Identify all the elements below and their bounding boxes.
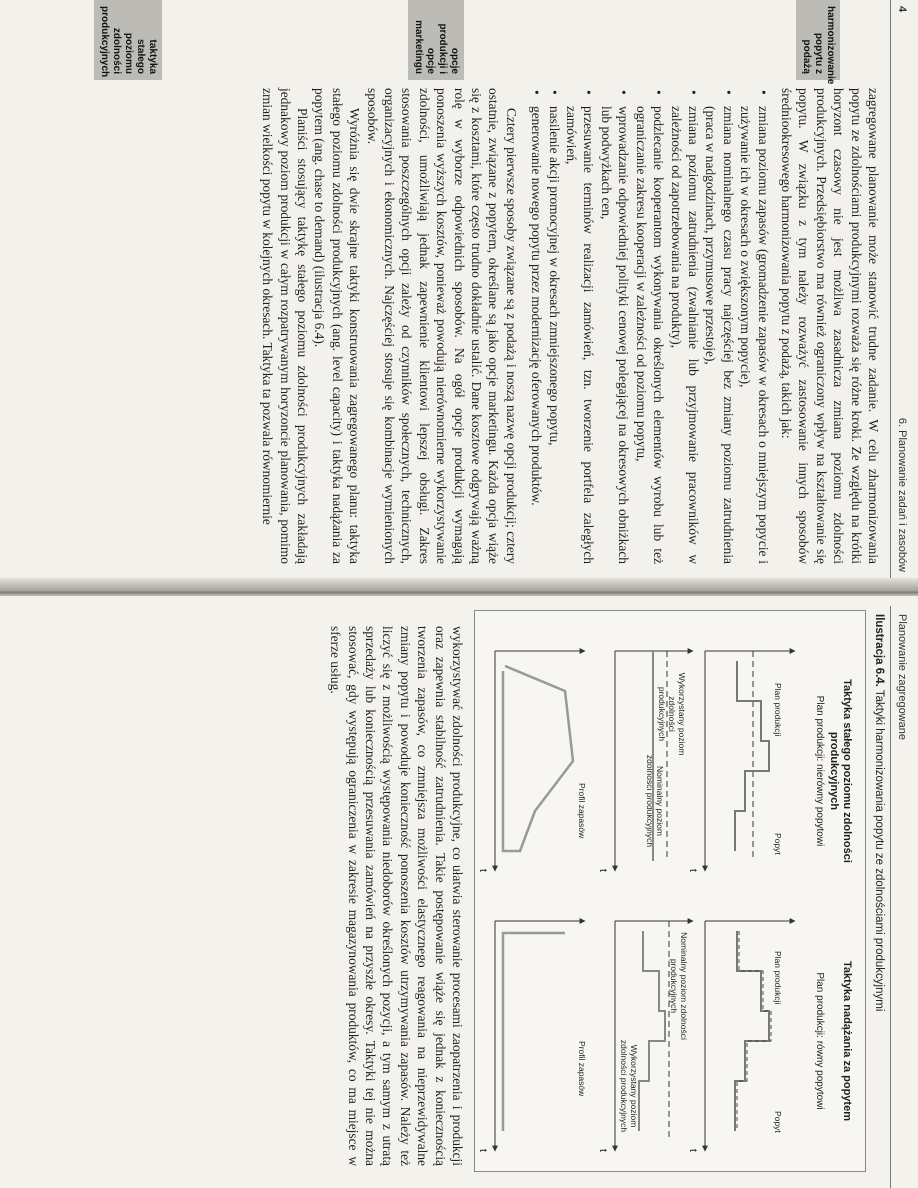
right-panel-title: Taktyka nadążania za popytem [841, 961, 853, 1121]
left-middle-chart [597, 651, 693, 872]
bullet-item: • nasilenie akcji promocyjnej w okresach zmniejszonego popytu, [545, 106, 562, 564]
tactics-paragraph: Wyróżnia się dwie skrajne taktyki konstruowania zagregowanego planu: taktyka stałego poziomu zdolności produkcyjnych (ang. level capacity) i taktyka nadążania za popytem (ang. chase to demand) (ilustracja 6.4). [312, 88, 363, 564]
margin-note-harmonizing: harmonizowanie popytu z podażą [796, 0, 840, 80]
left-text-block [259, 88, 882, 564]
right-label-demand: Popyt [773, 1111, 783, 1133]
left-panel-title: Taktyka stałego poziomu zdolności produkcyjnych [828, 679, 853, 863]
right-stock-axis-t: t [477, 1149, 488, 1152]
header-rule [890, 0, 891, 580]
bullet-item: • podzlecanie kooperantom wykonywania określonych elementów wyrobu lub też ograniczanie zakresu kooperacji w zależności od poziomu popytu, [632, 106, 667, 564]
left-panel-subtitle: Plan produkcji: nierówny popytowi [814, 695, 825, 847]
left-stock-chart [477, 651, 585, 872]
right-middle-axis-t: t [597, 1149, 608, 1152]
right-label-plan: Plan produkcji [773, 951, 783, 1005]
caption-text: Taktyki harmonizowania popytu ze zdolnościami produkcyjnymi [873, 689, 885, 1012]
right-stock-chart [477, 921, 585, 1152]
right-page [0, 596, 918, 1188]
bullet-item: • zmiana poziomu zatrudnienia (zwalnianie lub przyjmowanie pracowników w zależności od zapotrzebowania na produkty), [667, 106, 702, 564]
illustration-diagrams [475, 611, 865, 1171]
right-label-nominal: Nominalny poziom zdolności produkcyjnych [669, 932, 689, 1040]
left-running-head: 6. Planowanie zadań i zasobów [896, 417, 908, 572]
bullet-item: • wprowadzanie odpowiedniej polityki cenowej polegającej na okresowych obniżkach lub podwyżkach cen, [598, 106, 633, 564]
page-number: 4 [896, 6, 908, 13]
margin-note-level-capacity: taktyka stałego poziomu zdolności produkcyjnych [94, 0, 162, 80]
bullet-list [528, 88, 772, 564]
header-rule [890, 606, 891, 1188]
left-page [0, 0, 918, 588]
intro-paragraph: zagregowane planowanie może stanowić trudne zadanie. W celu zharmonizowania popytu ze zdolnościami produkcyjnymi rozważa się różne kroki. Ze względu na krótki horyzont czasowy nie jest możliwa zasadnicza zmiana poziomu zdolności produkcyjnych. Przedsiębiorstwo ma również ograniczony wpływ na kształtowanie się popytu. W związku z tym należy rozważyć zastosowanie innych sposobów średniookresowego harmonizowania popytu z podażą, takich jak: [778, 88, 881, 564]
right-label-used: Wykorzystany poziom zdolności produkcyjnych [619, 1039, 639, 1133]
left-top-axis-t: t [687, 869, 698, 872]
illustration-caption [873, 614, 885, 1011]
margin-note-options: opcje produkcji i opcje marketingu [408, 0, 464, 80]
right-label-stock: Profil zapasów [577, 1041, 587, 1097]
caption-label: Ilustracja 6.4. [873, 614, 885, 687]
left-stock-axis-t: t [477, 869, 488, 872]
illustration-box [474, 610, 866, 1172]
level-capacity-paragraph: Planiści stosujący taktykę stałego poziomu zdolności produkcyjnych zakładają jednakowy poziom produkcji w całym rozpatrywanym horyzoncie planowania, pomimo zmian wielkości popytu w kolejnych okresach. Taktyka ta pozwala równomiernie [260, 88, 310, 564]
bullet-item: • generowanie nowego popytu przez modernizację oferowanych produktów. [528, 106, 545, 564]
right-body-paragraph: wykorzystywać zdolności produkcyjne, co ułatwia sterowanie procesami zaopatrzenia i produkcji oraz zapewnia stabilność zatrudnienia. Takie postępowanie wiąże się jednak z koniecznością tworzenia zapasów, co zmniejsza możliwości elastycznego reagowania na nieprzewidywalne zmiany popytu i powoduje konieczność ponoszenia kosztów utrzymywania zapasów. Należy też liczyć się z możliwością występowania niedoborów określonych pozycji, a tym samym z utratą sprzedaży lub koniecznością przesuwania zamówień na przyszłe okresy. Taktyki tej nie można stosować, gdy występują ograniczenia w zakresie magazynowania produktów, co ma miejsce w sferze usług. [328, 626, 465, 1166]
bullet-item: • przesuwanie terminów realizacji zamówień, tzn. tworzenie portfela zaległych zamówień, [563, 106, 598, 564]
left-label-demand: Popyt [773, 833, 783, 855]
bullet-item: • zmiana nominalnego czasu pracy najczęściej bez zmiany poziomu zatrudnienia (praca w nadgodzinach, przymusowe przestoje), [702, 106, 737, 564]
right-panel-subtitle: Plan produkcji: równy popytowi [814, 972, 825, 1110]
left-label-stock: Profil zapasów [577, 783, 587, 839]
right-running-head: Planowanie zagregowane [896, 614, 908, 740]
left-label-nominal: Nominalny poziom zdolności produkcyjnych [645, 754, 665, 848]
right-text-block [327, 626, 466, 1166]
right-top-axis-t: t [687, 1149, 698, 1152]
left-label-used: Wykorzystany poziom zdolności produkcyjnych [657, 672, 687, 756]
left-middle-axis-t: t [597, 869, 608, 872]
options-paragraph: Cztery pierwsze sposoby związane są z podażą i noszą nazwę opcji produkcji; cztery ostatnie, związane z popytem, określane są jako opcje marketingu. Każda opcja wiąże się z kosztami, które często trudno dokładnie ustalić. Dane kosztowe odgrywają ważną rolę w wyborze odpowiednich sposobów. Na ogół opcje produkcji wymagają ponoszenia wyższych kosztów, ponieważ powodują nierównomierne wykorzystywanie zdolności, umożliwiają jednak zapewnienie klientowi lepszej obsługi. Zakres stosowania poszczególnych opcji zależy od czynników społecznych, technicznych, organizacyjnych i ekonomicznych. Najczęściej stosuje się kombinacje wymienionych sposobów. [364, 88, 519, 564]
left-label-plan: Plan produkcji [773, 683, 783, 737]
left-top-chart [687, 651, 795, 872]
bullet-item: • zmiana poziomu zapasów (gromadzenie zapasów w okresach o mniejszym popycie i zużywanie ich w okresach o zwiększonym popycie), [737, 106, 772, 564]
